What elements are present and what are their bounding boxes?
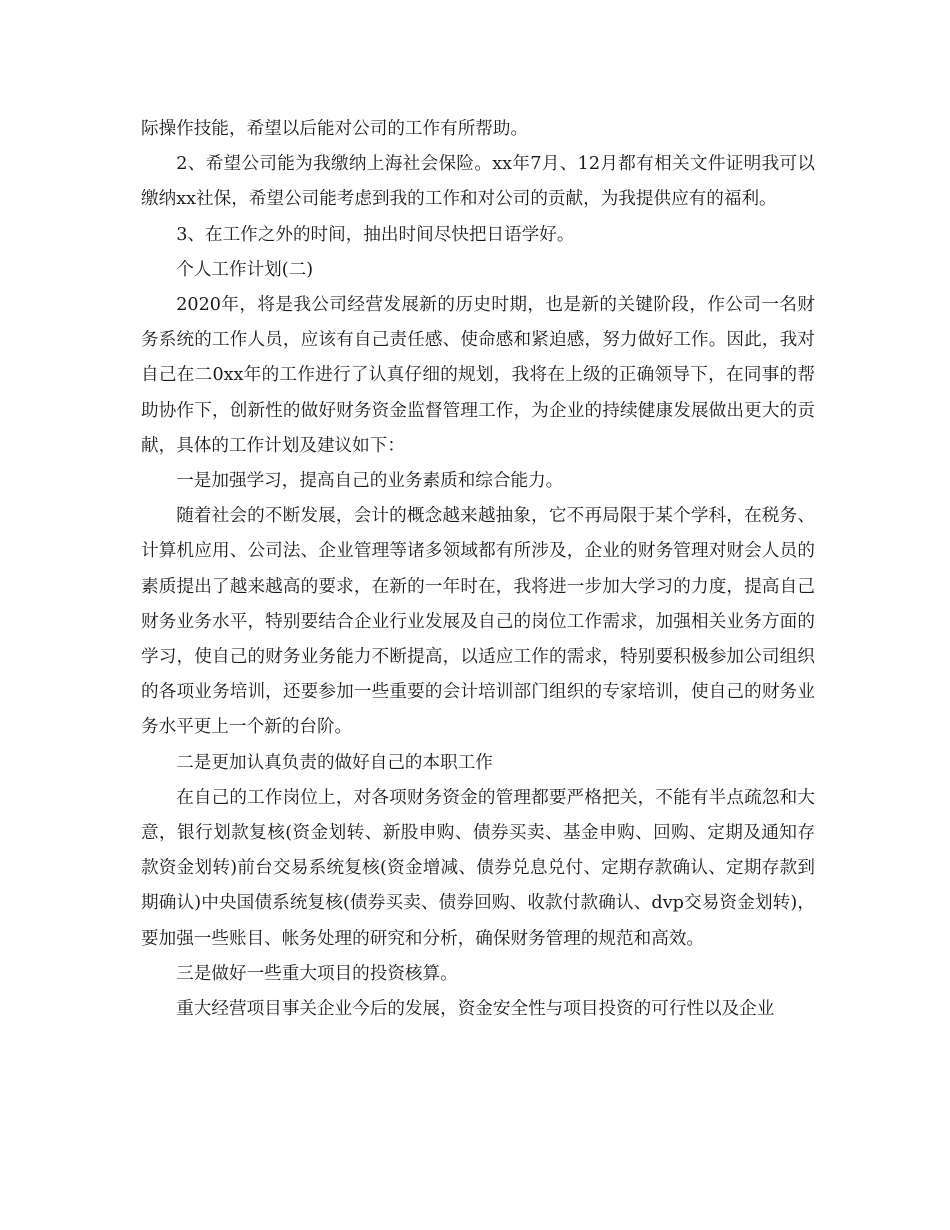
paragraph-intro-2020: 2020年，将是我公司经营发展新的历史时期，也是新的关键阶段，作公司一名财务系统的工作人员，应该有自己责任感、使命感和紧迫感，努力做好工作。因此，我对自己在二0xx年的工作进行了认真仔细的规划，我将在上级的正确领导下，在同事的帮助协作下，创新性的做好财务资金监督管理工作，为企业的持续健康发展做出更大的贡献，具体的工作计划及建议如下：: [141, 295, 815, 456]
paragraph-continued: 际操作技能，希望以后能对公司的工作有所帮助。: [141, 119, 529, 139]
document-page: [141, 112, 815, 1027]
heading-point-three: 三是做好一些重大项目的投资核算。: [176, 963, 458, 984]
paragraph-learning: 随着社会的不断发展，会计的概念越来越抽象，它不再局限于某个学科，在税务、计算机应用、公司法、企业管理等诸多领域都有所涉及，企业的财务管理对财会人员的素质提出了越来越高的要求，在新的一年时在，我将进一步加大学习的力度，提高自己财务业务水平，特别要结合企业行业发展及自己的岗位工作需求，加强相关业务方面的学习，使自己的财务业务能力不断提高，以适应工作的需求，特别要积极参加公司组织的各项业务培训，还要参加一些重要的会计培训部门组织的专家培训，使自己的财务业务水平更上一个新的台阶。: [141, 506, 815, 738]
heading-point-two: 二是更加认真负责的做好自己的本职工作: [176, 752, 493, 773]
section-heading-plan-two: 个人工作计划(二): [176, 259, 314, 280]
paragraph-duties: 在自己的工作岗位上，对各项财务资金的管理都要严格把关，不能有半点疏忽和大意，银行划款复核(资金划转、新股申购、债券买卖、基金申购、回购、定期及通知存款资金划转)前台交易系统复核(资金增减、债券兑息兑付、定期存款确认、定期存款到期确认)中央国债系统复核(债券买卖、债券回购、收款付款确认、dvp交易资金划转)，要加强一些账目、帐务处理的研究和分析，确保财务管理的规范和高效。: [141, 787, 815, 949]
paragraph-japanese: 3、在工作之外的时间，抽出时间尽快把日语学好。: [176, 224, 575, 245]
heading-point-one: 一是加强学习，提高自己的业务素质和综合能力。: [176, 471, 564, 492]
paragraph-projects: 重大经营项目事关企业今后的发展，资金安全性与项目投资的可行性以及企业: [176, 999, 775, 1020]
paragraph-social-insurance: 2、希望公司能为我缴纳上海社会保险。xx年7月、12月都有相关文件证明我可以缴纳xx社保，希望公司能考虑到我的工作和对公司的贡献，为我提供应有的福利。: [141, 154, 815, 210]
